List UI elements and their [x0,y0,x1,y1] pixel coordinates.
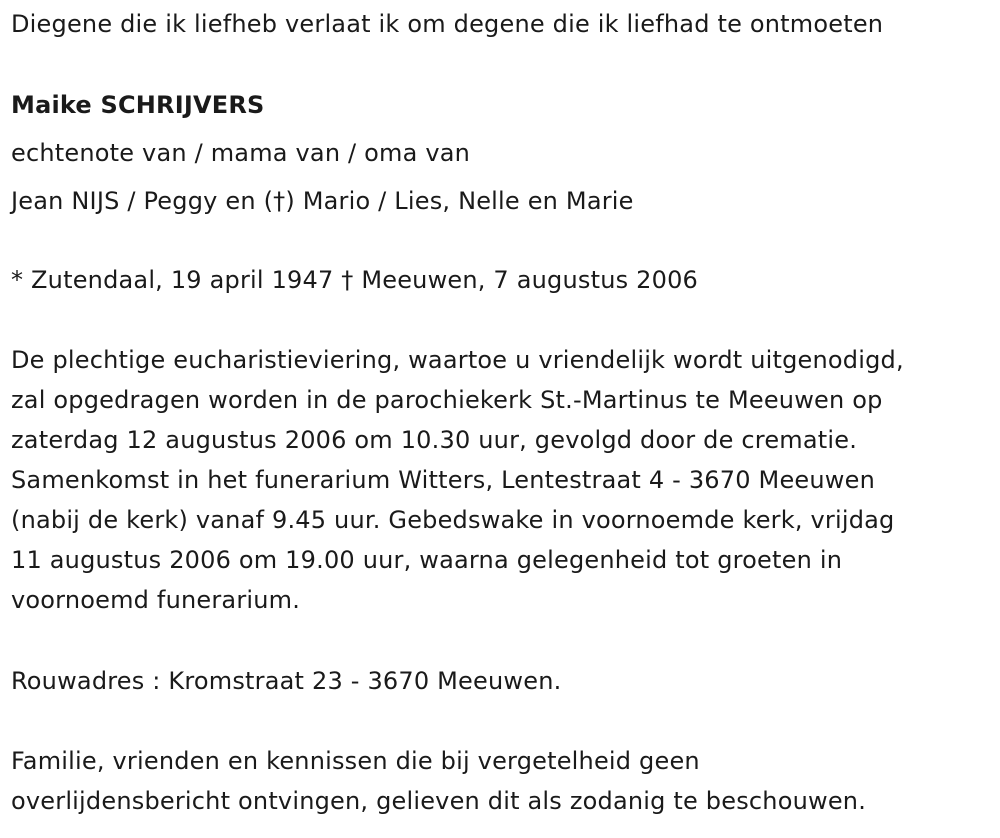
dates-line: * Zutendaal, 19 april 1947 † Meeuwen, 7 augustus 2006 [11,266,699,294]
relatives-line: Jean NIJS / Peggy en (†) Mario / Lies, Nelle en Marie [11,187,634,215]
ceremony-line: zal opgedragen worden in de parochiekerk St.-Martinus te Meeuwen op [11,386,883,414]
closing-line: Familie, vrienden en kennissen die bij vergetelheid geen [11,747,700,775]
ceremony-line: zaterdag 12 augustus 2006 om 10.30 uur, gevolgd door de crematie. [11,426,858,454]
address-line: Rouwadres : Kromstraat 23 - 3670 Meeuwen. [11,667,562,695]
motto: Diegene die ik liefheb verlaat ik om degene die ik liefhad te ontmoeten [11,10,884,38]
deceased-name: Maike SCHRIJVERS [11,91,265,119]
ceremony-line: (nabij de kerk) vanaf 9.45 uur. Gebedswake in voornoemde kerk, vrijdag [11,506,895,534]
ceremony-line: Samenkomst in het funerarium Witters, Lentestraat 4 - 3670 Meeuwen [11,466,876,494]
closing-line: overlijdensbericht ontvingen, gelieven dit als zodanig te beschouwen. [11,787,867,815]
relation-line: echtenote van / mama van / oma van [11,139,471,167]
ceremony-line: voornoemd funerarium. [11,586,301,614]
ceremony-line: 11 augustus 2006 om 19.00 uur, waarna gelegenheid tot groeten in [11,546,843,574]
ceremony-line: De plechtige eucharistieviering, waartoe u vriendelijk wordt uitgenodigd, [11,346,904,374]
